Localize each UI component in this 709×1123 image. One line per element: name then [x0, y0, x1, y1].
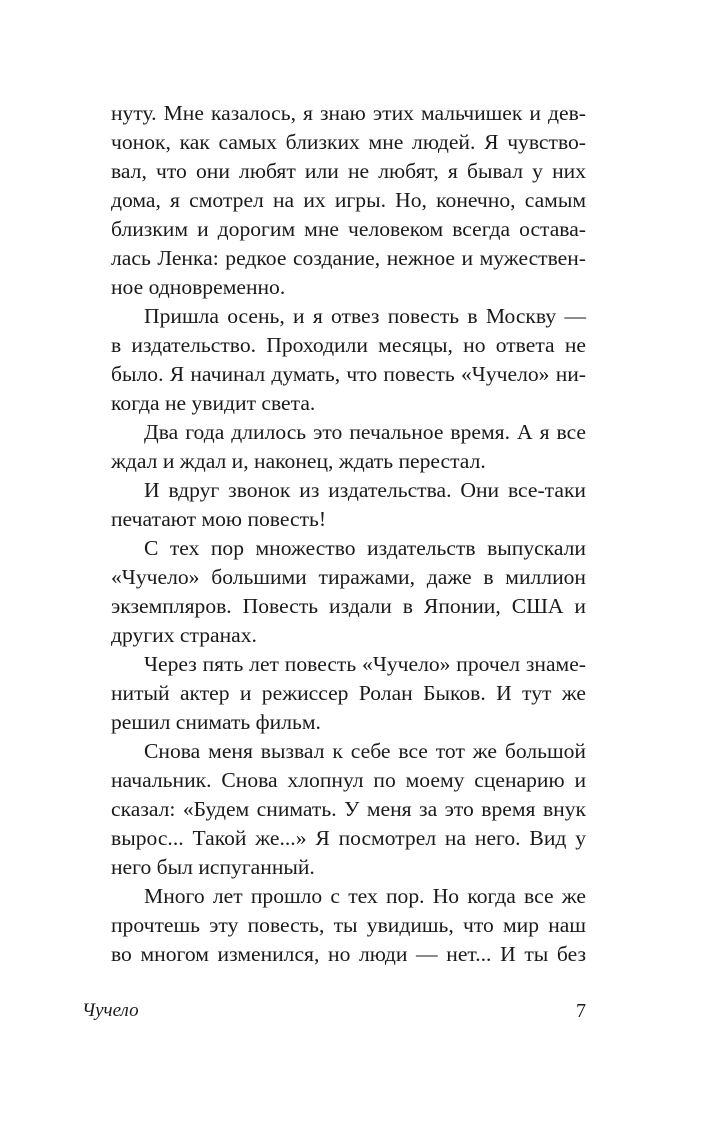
text-line: было. Я начинал думать, что повесть «Чучело» ни- [111, 362, 586, 386]
text-line: решил снимать фильм. [111, 710, 321, 734]
text-line: нитый актер и режиссер Ролан Быков. И тут же [111, 681, 586, 705]
text-line: Пришла осень, и я отвез повесть в Москву — [144, 304, 586, 328]
text-line: Через пять лет повесть «Чучело» прочел знаме- [144, 652, 586, 676]
text-line: вырос... Такой же...» Я посмотрел на него. Вид у [111, 826, 586, 850]
body-text [111, 99, 586, 969]
text-line: Два года длилось это печальное время. А я все [144, 420, 586, 444]
text-line: прочтешь эту повесть, ты увидишь, что мир наш [111, 913, 586, 937]
text-line: в издательство. Проходили месяцы, но ответа не [111, 333, 586, 357]
text-line: нуту. Мне казалось, я знаю этих мальчишек и дев- [111, 101, 586, 125]
text-line: Много лет прошло с тех пор. Но когда все же [144, 884, 586, 908]
text-line: начальник. Снова хлопнул по моему сценарию и [111, 768, 586, 792]
text-line: сказал: «Будем снимать. У меня за это время внук [111, 797, 586, 821]
text-line: Снова меня вызвал к себе все тот же большой [144, 739, 586, 763]
text-line: когда не увидит света. [111, 391, 316, 415]
text-line: во многом изменился, но люди — нет... И ты без [111, 942, 586, 966]
text-line: дома, я смотрел на их игры. Но, конечно, самым [111, 188, 586, 212]
text-line: ждал и ждал и, наконец, ждать перестал. [111, 449, 486, 473]
text-line: других странах. [111, 623, 257, 647]
text-line: экземпляров. Повесть издали в Японии, США и [111, 594, 586, 618]
text-line: чонок, как самых близких мне людей. Я чувство- [111, 130, 586, 154]
text-line: И вдруг звонок из издательства. Они все-таки [144, 478, 586, 502]
text-line: печатают мою повесть! [111, 507, 327, 531]
text-line: него был испуганный. [111, 855, 315, 879]
text-line: вал, что они любят или не любят, я бывал у них [111, 159, 586, 183]
text-line: лась Ленка: редкое создание, нежное и мужествен- [111, 246, 586, 270]
text-line: близким и дорогим мне человеком всегда остава- [111, 217, 586, 241]
text-line: С тех пор множество издательств выпускали [144, 536, 586, 560]
page-number: 7 [576, 1000, 586, 1022]
text-line: «Чучело» большими тиражами, даже в миллион [111, 565, 586, 589]
text-line: ное одновременно. [111, 275, 286, 299]
running-footer-title: Чучело [82, 1000, 139, 1021]
